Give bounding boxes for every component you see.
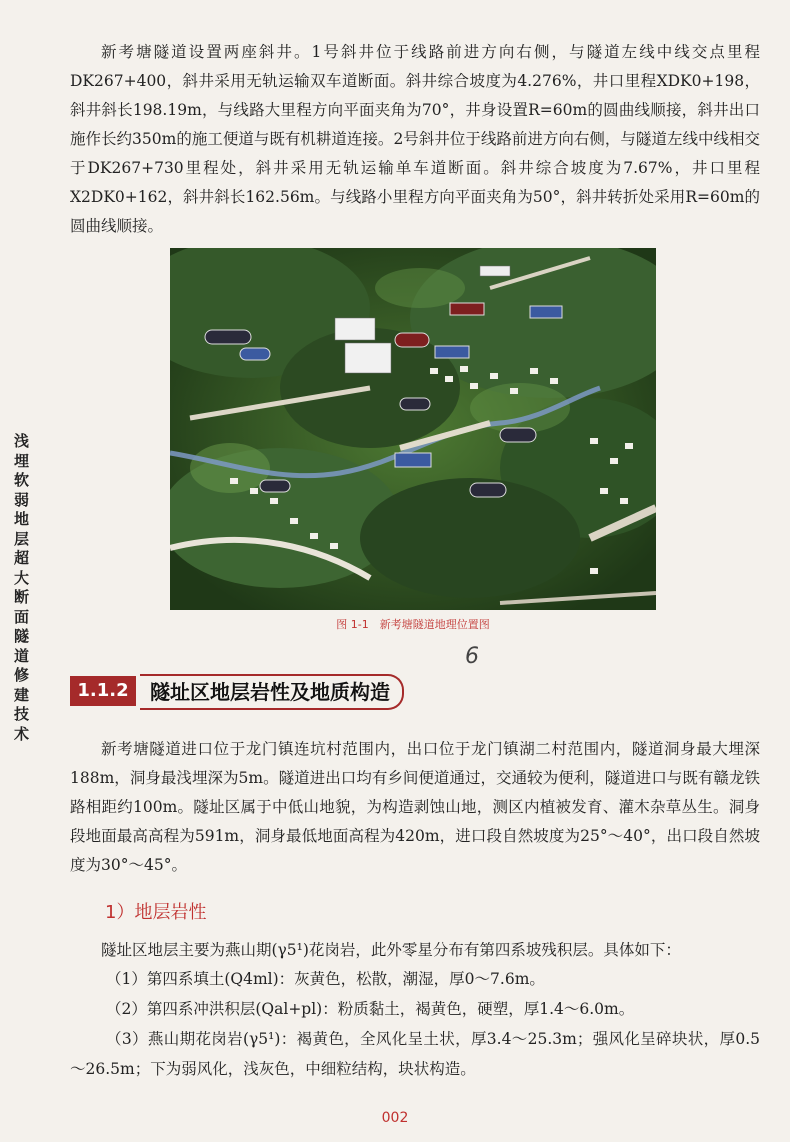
- list-item: （3）燕山期花岗岩(γ5¹)：褐黄色，全风化呈土状，厚3.4～25.3m；强风化呈碎块状，厚0.5～26.5m；下为弱风化，浅灰色，中细粒结构，块状构造。: [70, 1030, 760, 1078]
- intro-paragraph: 新考塘隧道设置两座斜井。1号斜井位于线路前进方向右侧，与隧道左线中线交点里程DK267+400，斜井采用无轨运输双车道断面。斜井综合坡度为4.276%，井口里程XDK0+198，斜井斜长198.19m，与线路大里程方向平面夹角为70°，井身设置R=60m的圆曲线顺接，斜井出口施作长约350m的施工便道与既有机耕道连接。2号斜井位于线路前进方向右侧，与隧道左线中线相交于DK267+730里程处，斜井采用无轨运输单车道断面。斜井综合坡度为7.67%，井口里程X2DK0+162，斜井斜长162.56m。与线路小里程方向平面夹角为50°，斜井转折处采用R=60m的圆曲线顺接。: [70, 43, 760, 235]
- page-number: 002: [381, 1110, 409, 1126]
- site-description-paragraph: 新考塘隧道进口位于龙门镇连坑村范围内，出口位于龙门镇湖二村范围内，隧道洞身最大埋深188m，洞身最浅埋深为5m。隧道进出口均有乡间便道通过，交通较为便利，隧道进口与既有赣龙铁路相距约100m。隧址区属于中低山地貌，为构造剥蚀山地，测区内植被发育、灌木杂草丛生。洞身段地面最高高程为591m，洞身最低地面高程为420m，进口段自然坡度为25°～40°，出口段自然坡度为30°～45°。: [70, 740, 760, 874]
- figure-caption: 图 1-1 新考塘隧道地理位置图: [336, 618, 490, 631]
- terrain-model-illustration: [170, 248, 656, 610]
- handwritten-page-note: 6: [465, 644, 479, 669]
- list-item: （2）第四系冲洪积层(Qal+pl)：粉质黏土，褐黄色，硬塑，厚1.4～6.0m。: [106, 1000, 635, 1018]
- book-title-side-label: 浅埋软弱地层超大断面隧道修建技术: [14, 432, 30, 743]
- subsection-heading: 1）地层岩性: [105, 902, 207, 923]
- list-item: （1）第四系填土(Q4ml)：灰黄色，松散，潮湿，厚0～7.6m。: [106, 970, 545, 988]
- section-number: 1.1.2: [70, 676, 136, 706]
- section-title: 隧址区地层岩性及地质构造: [140, 674, 404, 710]
- terrain-model-photo: [170, 248, 656, 610]
- strata-list: [70, 964, 760, 1084]
- section-heading: [70, 674, 440, 708]
- strata-intro-paragraph: 隧址区地层主要为燕山期(γ5¹)花岗岩，此外零星分布有第四系坡残积层。具体如下：: [101, 941, 681, 959]
